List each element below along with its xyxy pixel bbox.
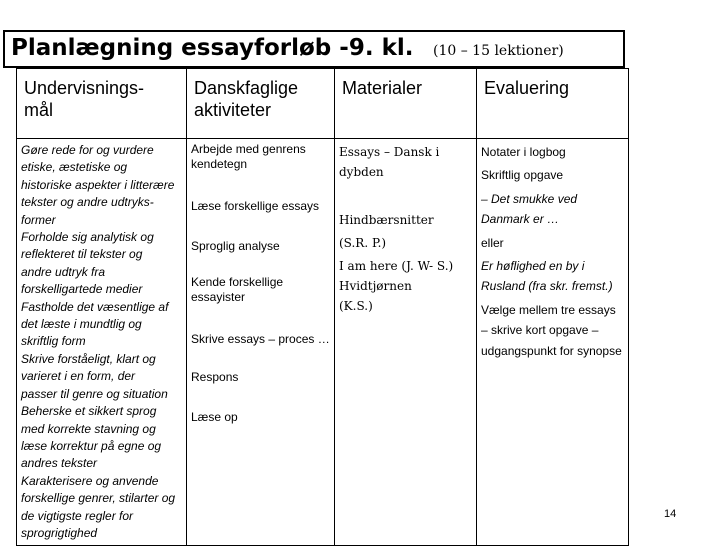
goal-line: Karakterisere og anvende xyxy=(21,473,159,488)
activity-item: Sproglig analyse xyxy=(191,239,280,253)
activity-item: Læse forskellige essays xyxy=(191,199,320,213)
evaluation-item: – Det smukke ved Danmark er … xyxy=(481,191,578,227)
goal-line: Beherske et sikkert sprog xyxy=(21,404,157,419)
activity-item: Arbejde med genrens kendetegn xyxy=(191,142,306,171)
goal-line: etiske, æstetiske og xyxy=(21,160,128,175)
header-activities-line2: aktiviteter xyxy=(194,100,272,120)
evaluation-item: Vælge mellem tre essays – skrive kort opgave – udgangspunkt for synopse xyxy=(481,302,622,358)
goal-line: det læste i mundtlig og xyxy=(21,317,142,332)
goal-line: Gøre rede for og vurdere xyxy=(21,143,154,157)
goal-line: Skrive forståeligt, klart og xyxy=(21,351,156,366)
goal-line: sprogrigtighed xyxy=(21,525,98,540)
goal-line: former xyxy=(21,212,56,227)
header-goals-line1: Undervisnings- xyxy=(24,78,145,98)
goal-line: de vigtigste regler for xyxy=(21,508,134,523)
goal-line: passer til genre og situation xyxy=(21,386,168,401)
title-box xyxy=(3,30,625,68)
evaluation-item: eller xyxy=(481,235,504,250)
material-item: (S.R. P.) xyxy=(339,236,387,250)
goal-line: tekster og andre udtryks- xyxy=(21,195,154,210)
table-header-row xyxy=(17,69,629,139)
goal-line: historiske aspekter i litterære xyxy=(21,177,175,192)
material-item: I am here (J. W- S.) xyxy=(339,259,454,273)
goal-line: læse korrektur på egne og xyxy=(21,438,162,453)
goal-line: forskellige genrer, stilarter og xyxy=(21,491,176,506)
material-item: (K.S.) xyxy=(339,299,373,313)
page-number: 14 xyxy=(664,508,677,520)
evaluation-cell xyxy=(477,139,629,546)
goal-line: Forholde sig analytisk og xyxy=(21,230,154,245)
activity-item: Respons xyxy=(191,370,239,384)
goal-line: reflekteret til tekster og xyxy=(21,247,143,262)
header-goals xyxy=(17,69,187,139)
header-evaluation: Evaluering xyxy=(477,69,629,139)
activities-cell xyxy=(187,139,335,546)
activity-item: Skrive essays – proces … xyxy=(191,332,330,346)
evaluation-item: Er høflighed en by i Rusland (fra skr. fremst.) xyxy=(481,259,613,294)
goal-line: varieret i en form, der xyxy=(21,369,136,384)
planning-table xyxy=(16,68,629,546)
material-item: Hvidtjørnen xyxy=(339,279,412,293)
goal-line: skriftlig form xyxy=(21,334,86,349)
page-subtitle: (10 – 15 lektioner) xyxy=(433,43,564,59)
evaluation-item: Notater i logbog xyxy=(481,145,566,159)
header-materials: Materialer xyxy=(335,69,477,139)
goal-line: Fastholde det væsentlige af xyxy=(21,299,169,314)
table-body-row xyxy=(17,139,629,546)
material-item: Hindbærsnitter xyxy=(339,213,434,227)
header-activities xyxy=(187,69,335,139)
goal-line: med korrekte stavning og xyxy=(21,421,156,436)
evaluation-item: Skriftlig opgave xyxy=(481,168,564,183)
goals-cell xyxy=(17,139,187,546)
page-title: Planlægning essayforløb -9. kl. xyxy=(11,35,414,61)
material-item: Essays – Dansk i dybden xyxy=(339,145,440,179)
goal-line: forskelligartede medier xyxy=(21,282,143,297)
goal-line: andres tekster xyxy=(21,456,98,471)
header-activities-line1: Danskfaglige xyxy=(194,78,299,98)
activity-item: Læse op xyxy=(191,410,238,424)
materials-cell xyxy=(335,139,477,546)
goal-line: andre udtryk fra xyxy=(21,264,106,279)
header-goals-line2: mål xyxy=(24,100,54,120)
activity-item: Kende forskellige essayister xyxy=(191,275,284,304)
